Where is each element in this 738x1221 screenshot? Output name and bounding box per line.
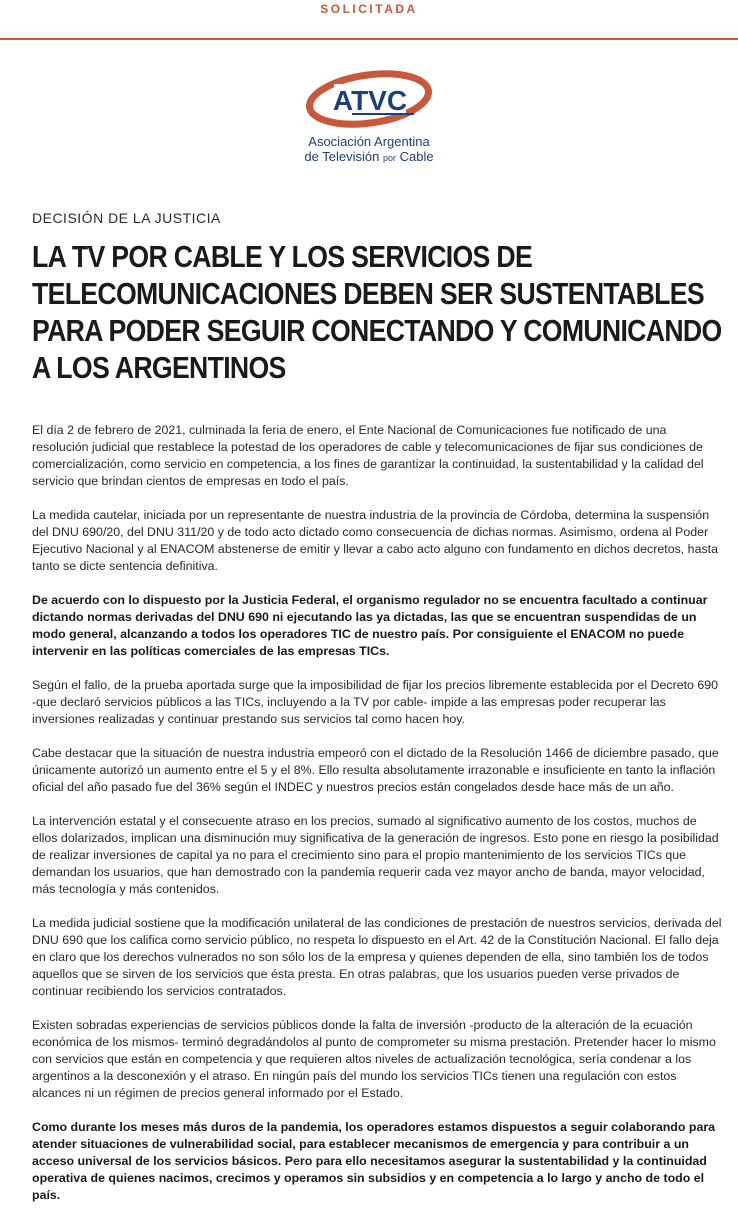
- headline-line: A LOS ARGENTINOS: [32, 350, 286, 385]
- article-header: [32, 210, 722, 386]
- page-header: [0, 0, 738, 40]
- headline-line: PARA PODER SEGUIR CONECTANDO Y COMUNICANDO: [32, 313, 722, 348]
- logo-name-line1: Asociación Argentina: [308, 134, 430, 149]
- paragraph: Cabe destacar que la situación de nuestra industria empeoró con el dictado de la Resolución 1466 de diciembre pasado, que únicamente autorizó un aumento entre el 5 y el 8%. Ello resulta absolutamente irrazonable e insuficiente en tanto la inflación oficial del año pasado fue del 36% según el INDEC y nuestros precios están congelados desde hace más de un año.: [32, 746, 719, 794]
- atvc-logo-mark: [304, 68, 434, 130]
- paragraph: La medida judicial sostiene que la modificación unilateral de las condiciones de prestación de nuestros servicios, derivada del DNU 690 que los califica como servicio público, no respeta lo dispuesto en el Art. 42 de la Constitución Nacional. El fallo deja en claro que los derechos vulnerados no son sólo los de la empresa y quienes dependen de ella, sino también los de todos aquellos que se sirven de los servicios que ésta presta. En otras palabras, que los usuarios pueden verse privados de continuar recibiendo los servicios contratados.: [32, 916, 722, 998]
- headline-line: TELECOMUNICACIONES DEBEN SER SUSTENTABLES: [32, 276, 704, 311]
- logo-name-part-a: de Televisión: [304, 149, 380, 164]
- headline: [32, 238, 720, 386]
- logo-acronym: ATVC: [332, 85, 408, 116]
- paragraph: La medida cautelar, iniciada por un representante de nuestra industria de la provincia de Córdoba, determina la suspensión del DNU 690/20, del DNU 311/20 y de todo acto dictado como consecuencia de dichas normas. Asimismo, ordena al Poder Ejecutivo Nacional y al ENACOM abstenerse de emitir y llevar a cabo acto alguno con fundamento en dichos decretos, hasta tanto se dicte sentencia definitiva.: [32, 508, 718, 573]
- paragraph: Según el fallo, de la prueba aportada surge que la imposibilidad de fijar los precios libremente establecida por el Decreto 690 -que declaró servicios públicos a las TICs, incluyendo a la TV por cable- impide a las empresas poder recuperar las inversiones realizadas y continuar prestando sus servicios tal como hacen hoy.: [32, 678, 719, 726]
- header-label: SOLICITADA: [320, 2, 418, 16]
- paragraph: Existen sobradas experiencias de servicios públicos donde la falta de inversión -producto de la alteración de la ecuación económica de los mismos- terminó degradándolos al punto de comprometer su misma prestación. Pretender hacer lo mismo con servicios que están en competencia y que requieren altos niveles de actualización tecnológica, sería condenar a los argentinos a la desconexión y el atraso. En ningún país del mundo los servicios TICs tienen una regulación con estos alcances ni un régimen de precios general informado por el Estado.: [32, 1018, 716, 1100]
- logo-name-line2: [0, 149, 738, 166]
- headline-line: LA TV POR CABLE Y LOS SERVICIOS DE: [32, 239, 533, 274]
- logo-name-part-b: por: [382, 153, 396, 163]
- logo-name-part-c: Cable: [399, 149, 434, 164]
- atvc-logo: [0, 68, 738, 166]
- paragraph-bold: Como durante los meses más duros de la pandemia, los operadores estamos dispuestos a seguir colaborando para atender situaciones de vulnerabilidad social, para establecer mecanismos de emergencia y para contribuir a un acceso universal de los servicios básicos. Pero para ello necesitamos asegurar la sustentabilidad y la continuidad operativa de quienes nacimos, crecimos y operamos sin subsidios y en competencia a lo largo y ancho de todo el país.: [32, 1120, 716, 1202]
- section-label: DECISIÓN DE LA JUSTICIA: [32, 210, 221, 226]
- paragraph: El día 2 de febrero de 2021, culminada la feria de enero, el Ente Nacional de Comunicaciones fue notificado de una resolución judicial que restablece la potestad de los operadores de cable y telecomunicaciones de fijar sus condiciones de comercialización, como servicio en competencia, a los fines de garantizar la continuidad, la sustentabilidad y la calidad del servicio que brindan cientos de empresas en todo el país.: [32, 423, 704, 488]
- paragraph-bold: De acuerdo con lo dispuesto por la Justicia Federal, el organismo regulador no se encuentra facultado a continuar dictando normas derivadas del DNU 690 ni ejecutando las ya dictadas, las que se encuentran suspendidas de un modo general, alcanzando a todos los operadores TIC de nuestro país. Por consiguiente el ENACOM no puede intervenir en las políticas comerciales de las empresas TICs.: [32, 593, 708, 658]
- article-body: [32, 422, 722, 1221]
- paragraph: La intervención estatal y el consecuente atraso en los precios, sumado al significativo aumento de los costos, muchos de ellos dolarizados, implican una disminución muy significativa de la generación de ingresos. Esto pone en riesgo la posibilidad de realizar inversiones de capital ya no para el crecimiento sino para el propio mantenimiento de los servicios TICs que demandan los usuarios, que han demostrado con la pandemia requerir cada vez mayor ancho de banda, mayor velocidad, más tecnología y más contenidos.: [32, 814, 719, 896]
